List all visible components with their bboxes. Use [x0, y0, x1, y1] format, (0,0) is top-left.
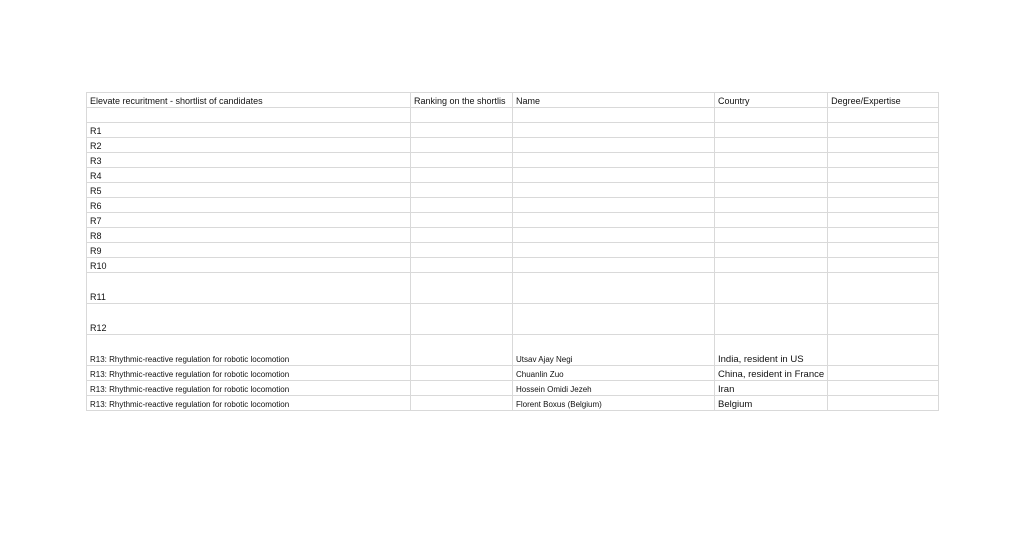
- ranking-cell[interactable]: [411, 138, 513, 153]
- ranking-cell[interactable]: [411, 123, 513, 138]
- ranking-cell[interactable]: [411, 258, 513, 273]
- degree-cell[interactable]: [828, 381, 939, 396]
- degree-cell[interactable]: [828, 258, 939, 273]
- table-row: [87, 153, 939, 168]
- country-cell[interactable]: [715, 123, 828, 138]
- label-cell[interactable]: R4: [87, 168, 411, 183]
- degree-cell[interactable]: [828, 213, 939, 228]
- degree-cell[interactable]: [828, 366, 939, 381]
- name-cell[interactable]: [513, 168, 715, 183]
- header-row: [87, 93, 939, 108]
- country-cell[interactable]: [715, 198, 828, 213]
- name-cell[interactable]: [513, 108, 715, 123]
- ranking-cell[interactable]: [411, 198, 513, 213]
- country-cell[interactable]: India, resident in US: [715, 335, 828, 366]
- ranking-cell[interactable]: [411, 108, 513, 123]
- degree-cell[interactable]: [828, 138, 939, 153]
- header-ranking-cell[interactable]: Ranking on the shortlis: [411, 93, 513, 108]
- table-row: [87, 366, 939, 381]
- degree-cell[interactable]: [828, 168, 939, 183]
- country-cell[interactable]: [715, 273, 828, 304]
- country-cell[interactable]: [715, 168, 828, 183]
- country-cell[interactable]: [715, 153, 828, 168]
- table-row: [87, 304, 939, 335]
- label-cell[interactable]: R8: [87, 228, 411, 243]
- header-country-cell[interactable]: Country: [715, 93, 828, 108]
- ranking-cell[interactable]: [411, 183, 513, 198]
- label-cell[interactable]: R10: [87, 258, 411, 273]
- label-cell[interactable]: [87, 108, 411, 123]
- table-row: [87, 108, 939, 123]
- table-row: [87, 335, 939, 366]
- country-cell[interactable]: [715, 243, 828, 258]
- label-cell[interactable]: R3: [87, 153, 411, 168]
- name-cell[interactable]: [513, 123, 715, 138]
- degree-cell[interactable]: [828, 396, 939, 411]
- label-cell[interactable]: R13: Rhythmic-reactive regulation for robotic locomotion: [87, 335, 411, 366]
- degree-cell[interactable]: [828, 108, 939, 123]
- ranking-cell[interactable]: [411, 366, 513, 381]
- degree-cell[interactable]: [828, 304, 939, 335]
- ranking-cell[interactable]: [411, 228, 513, 243]
- name-cell[interactable]: Florent Boxus (Belgium): [513, 396, 715, 411]
- name-cell[interactable]: [513, 183, 715, 198]
- country-cell[interactable]: [715, 258, 828, 273]
- label-cell[interactable]: R13: Rhythmic-reactive regulation for robotic locomotion: [87, 381, 411, 396]
- ranking-cell[interactable]: [411, 243, 513, 258]
- name-cell[interactable]: [513, 213, 715, 228]
- degree-cell[interactable]: [828, 198, 939, 213]
- spreadsheet-table: [86, 92, 939, 411]
- table-row: [87, 243, 939, 258]
- table-row: [87, 396, 939, 411]
- country-cell[interactable]: [715, 304, 828, 335]
- name-cell[interactable]: [513, 243, 715, 258]
- degree-cell[interactable]: [828, 183, 939, 198]
- label-cell[interactable]: R6: [87, 198, 411, 213]
- ranking-cell[interactable]: [411, 304, 513, 335]
- country-cell[interactable]: [715, 183, 828, 198]
- table-row: [87, 213, 939, 228]
- ranking-cell[interactable]: [411, 153, 513, 168]
- degree-cell[interactable]: [828, 153, 939, 168]
- country-cell[interactable]: [715, 108, 828, 123]
- country-cell[interactable]: [715, 138, 828, 153]
- name-cell[interactable]: Hossein Omidi Jezeh: [513, 381, 715, 396]
- degree-cell[interactable]: [828, 273, 939, 304]
- name-cell[interactable]: Utsav Ajay Negi: [513, 335, 715, 366]
- table-row: [87, 183, 939, 198]
- degree-cell[interactable]: [828, 243, 939, 258]
- degree-cell[interactable]: [828, 123, 939, 138]
- name-cell[interactable]: [513, 198, 715, 213]
- ranking-cell[interactable]: [411, 273, 513, 304]
- label-cell[interactable]: R7: [87, 213, 411, 228]
- ranking-cell[interactable]: [411, 213, 513, 228]
- country-cell[interactable]: Belgium: [715, 396, 828, 411]
- degree-cell[interactable]: [828, 335, 939, 366]
- ranking-cell[interactable]: [411, 396, 513, 411]
- name-cell[interactable]: [513, 153, 715, 168]
- country-cell[interactable]: China, resident in France: [715, 366, 828, 381]
- country-cell[interactable]: [715, 213, 828, 228]
- table-row: [87, 273, 939, 304]
- country-cell[interactable]: [715, 228, 828, 243]
- country-cell[interactable]: Iran: [715, 381, 828, 396]
- header-name-cell[interactable]: Name: [513, 93, 715, 108]
- name-cell[interactable]: [513, 228, 715, 243]
- ranking-cell[interactable]: [411, 381, 513, 396]
- label-cell[interactable]: R5: [87, 183, 411, 198]
- label-cell[interactable]: R2: [87, 138, 411, 153]
- ranking-cell[interactable]: [411, 168, 513, 183]
- header-degree-cell[interactable]: Degree/Expertise: [828, 93, 939, 108]
- name-cell[interactable]: Chuanlin Zuo: [513, 366, 715, 381]
- ranking-cell[interactable]: [411, 335, 513, 366]
- label-cell[interactable]: R1: [87, 123, 411, 138]
- table-row: [87, 228, 939, 243]
- table-row: [87, 123, 939, 138]
- header-title-cell[interactable]: Elevate recuritment - shortlist of candidates: [87, 93, 411, 108]
- name-cell[interactable]: [513, 273, 715, 304]
- label-cell[interactable]: R12: [87, 304, 411, 335]
- degree-cell[interactable]: [828, 228, 939, 243]
- table-row: [87, 138, 939, 153]
- label-cell[interactable]: R13: Rhythmic-reactive regulation for robotic locomotion: [87, 396, 411, 411]
- name-cell[interactable]: [513, 138, 715, 153]
- name-cell[interactable]: [513, 258, 715, 273]
- table-row: [87, 198, 939, 213]
- table-row: [87, 258, 939, 273]
- label-cell[interactable]: R9: [87, 243, 411, 258]
- table-row: [87, 168, 939, 183]
- label-cell[interactable]: R11: [87, 273, 411, 304]
- name-cell[interactable]: [513, 304, 715, 335]
- label-cell[interactable]: R13: Rhythmic-reactive regulation for robotic locomotion: [87, 366, 411, 381]
- table-row: [87, 381, 939, 396]
